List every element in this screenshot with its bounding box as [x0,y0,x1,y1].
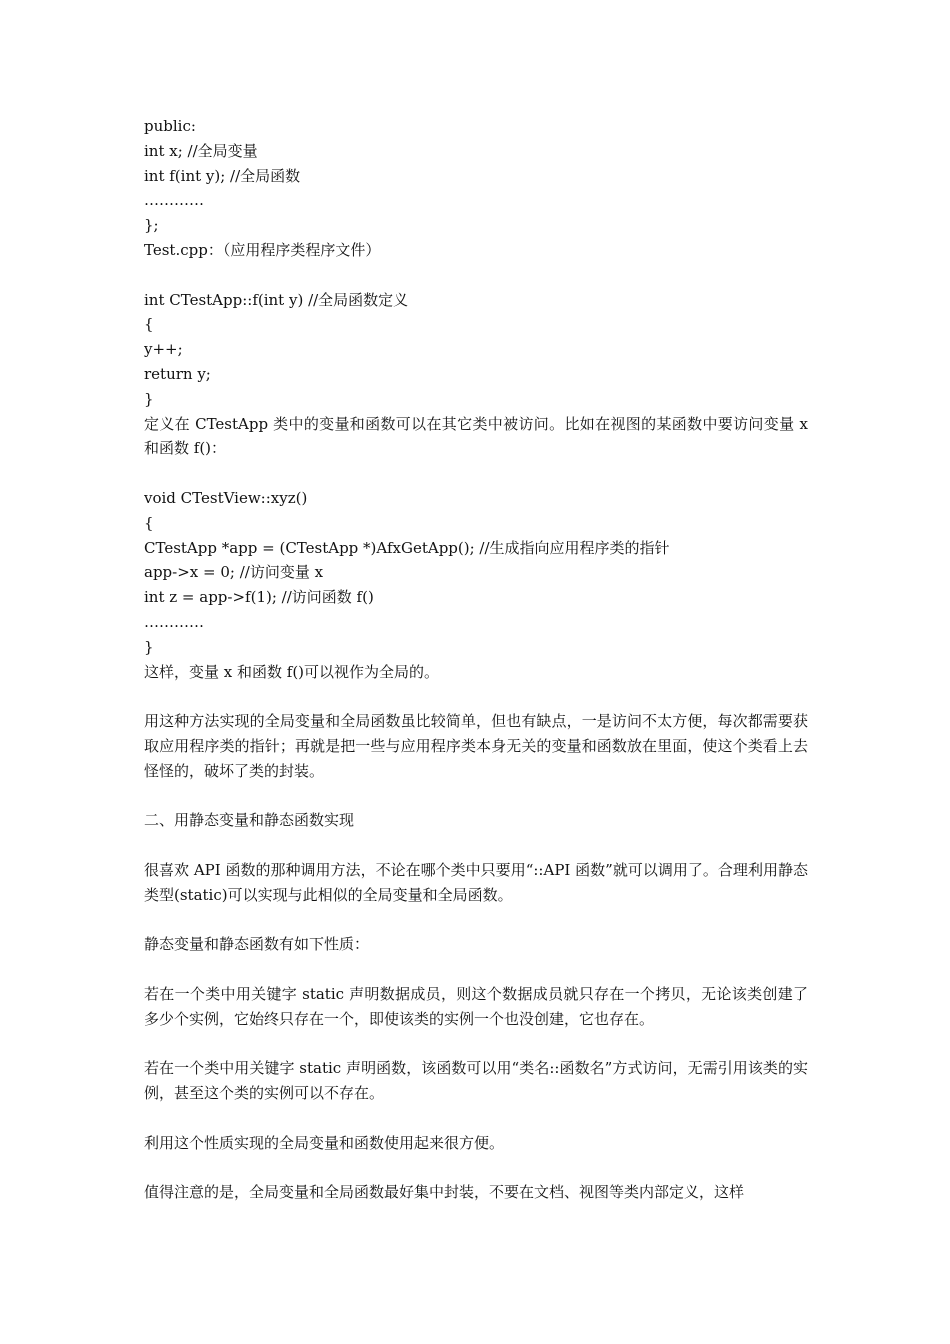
code-line: ………… [144,612,204,631]
code-line: int z = app->f(1); //访问函数 f() [144,588,374,607]
code-line: public: [144,117,196,135]
paragraph: 定义在 CTestApp 类中的变量和函数可以在其它类中被访问。比如在视图的某函数中要访问变量 x 和函数 f()： [144,414,808,458]
code-line: ………… [144,191,204,210]
code-line: int x; //全局变量 [144,141,258,160]
blank-line [144,833,808,858]
code-line: CTestApp *app = (CTestApp *)AfxGetApp(); //生成指向应用程序类的指针 [144,538,670,557]
blank-line [144,461,808,486]
code-line: Test.cpp：（应用程序类程序文件） [144,240,381,259]
blank-line [144,263,808,288]
code-line: }; [144,216,159,235]
code-line: } [144,637,154,656]
paragraph: 静态变量和静态函数有如下性质： [144,935,370,954]
paragraph: 利用这个性质实现的全局变量和函数使用起来很方便。 [144,1133,505,1152]
code-line: } [144,389,154,408]
blank-line [144,908,808,933]
code-line: return y; [144,364,211,383]
blank-line [144,957,808,982]
code-line: { [144,315,154,334]
paragraph: 用这种方法实现的全局变量和全局函数虽比较简单，但也有缺点，一是访问不太方便，每次都需要获取应用程序类的指针；再就是把一些与应用程序类本身无关的变量和函数放在里面，使这个类看上去怪怪的，破坏了类的封装。 [144,712,808,780]
paragraph: 若在一个类中用关键字 static 声明数据成员，则这个数据成员就只存在一个拷贝，无论该类创建了多少个实例，它始终只存在一个，即使该类的实例一个也没创建，它也存在。 [144,984,808,1028]
blank-line [144,784,808,809]
blank-line [144,1106,808,1131]
section-heading: 二、用静态变量和静态函数实现 [144,811,355,830]
code-line: void CTestView::xyz() [144,488,308,507]
paragraph: 值得注意的是，全局变量和全局函数最好集中封装，不要在文档、视图等类内部定义，这样 [144,1183,745,1202]
code-line: { [144,513,154,532]
blank-line [144,1155,808,1180]
code-line: int f(int y); //全局函数 [144,166,301,185]
paragraph: 若在一个类中用关键字 static 声明函数，该函数可以用“类名::函数名”方式访问，无需引用该类的实例，甚至这个类的实例可以不存在。 [144,1059,808,1103]
paragraph: 这样，变量 x 和函数 f()可以视作为全局的。 [144,662,440,681]
blank-line [144,1031,808,1056]
code-line: int CTestApp::f(int y) //全局函数定义 [144,290,409,309]
code-line: y++; [144,340,183,359]
paragraph: 很喜欢 API 函数的那种调用方法，不论在哪个类中只要用“::API 函数”就可以调用了。合理利用静态类型(static)可以实现与此相似的全局变量和全局函数。 [144,860,808,904]
blank-line [144,684,808,709]
code-line: app->x = 0; //访问变量 x [144,563,324,582]
document-page [144,114,808,1205]
